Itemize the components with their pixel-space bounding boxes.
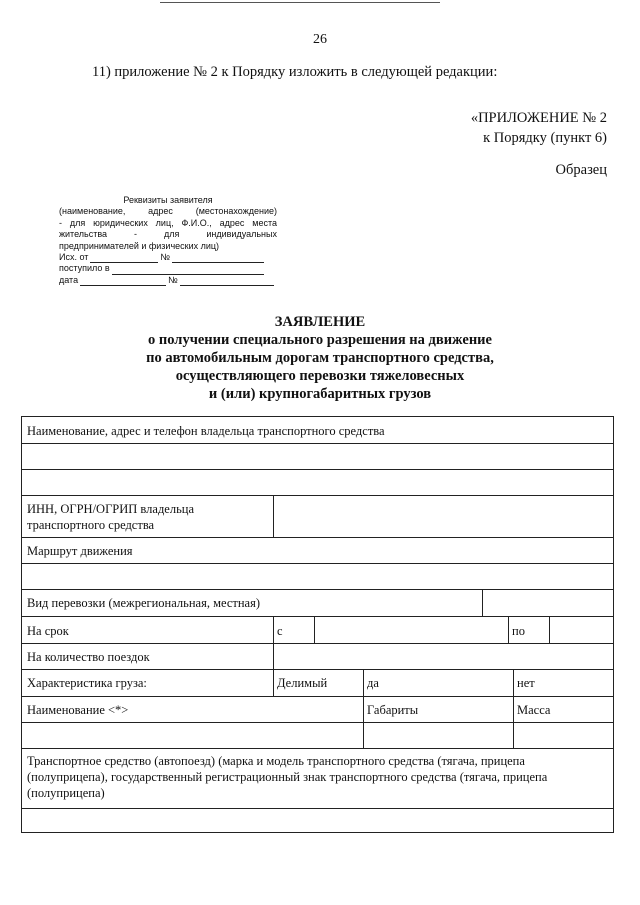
vehicle-label: Транспортное средство (автопоезд) (марка и модель транспортного средства (тягача, прицепа (полуприцепа), государственный регистрационный знак транспортного средства (тягача, прицепа (полуприцепа) (27, 754, 548, 800)
col-divider (482, 589, 483, 616)
row-divider (22, 443, 613, 444)
period-from-label: с (277, 624, 283, 638)
applicant-title: Реквизиты заявителя (123, 195, 213, 205)
heading-line-2: о получении специального разрешения на движение (148, 332, 492, 348)
row-divider (22, 469, 613, 470)
appendix-reference (471, 108, 607, 148)
received-field[interactable] (112, 265, 264, 275)
col-divider (273, 643, 274, 669)
divisible-yes-label: да (367, 676, 379, 690)
heading-line-5: и (или) крупногабаритных грузов (208, 386, 432, 402)
divisible-label: Делимый (277, 676, 328, 690)
row-divider (22, 748, 613, 749)
col-divider (273, 616, 274, 643)
cargo-name-label: Наименование <*> (27, 703, 129, 717)
col-divider (273, 669, 274, 696)
applicant-line-3: жительства - для индивидуальных (59, 229, 277, 240)
col-divider (513, 669, 514, 748)
row-divider (22, 669, 613, 670)
trips-label: На количество поездок (27, 650, 150, 664)
transport-type-label: Вид перевозки (межрегиональная, местная) (27, 596, 261, 610)
period-to-label: по (512, 624, 525, 638)
date-field[interactable] (80, 276, 166, 286)
date-label: дата (59, 274, 79, 285)
row-divider (22, 537, 613, 538)
applicant-line-2: - для юридических лиц, Ф.И.О., адрес места (59, 217, 277, 228)
heading-line-4: осуществляющего перевозки тяжеловесных (175, 368, 465, 384)
date-number-field[interactable] (180, 276, 274, 286)
applicant-line-1: (наименование, адрес (местонахождение) (59, 206, 277, 217)
dimensions-label: Габариты (367, 703, 419, 717)
sample-label: Образец (555, 162, 607, 178)
col-divider (508, 616, 509, 643)
row-divider (22, 722, 613, 723)
divisible-no-label: нет (517, 676, 535, 690)
heading-line-3: по автомобильным дорогам транспортного средства, (146, 350, 494, 366)
row-divider (22, 563, 613, 564)
top-rule (160, 2, 440, 3)
col-divider (314, 616, 315, 643)
col-divider (363, 669, 364, 748)
document-heading (0, 313, 640, 403)
row-divider (22, 808, 613, 809)
period-label: На срок (27, 624, 69, 638)
outgoing-no-label: № (160, 252, 171, 263)
received-line (59, 263, 277, 274)
outgoing-date-field[interactable] (90, 253, 158, 263)
appendix-line-2: к Порядку (пункт 6) (483, 130, 607, 146)
outgoing-number-field[interactable] (172, 253, 264, 263)
row-divider (22, 495, 613, 496)
row-divider (22, 589, 613, 590)
outgoing-number-line (59, 252, 277, 263)
amendment-instruction: 11) приложение № 2 к Порядку изложить в следующей редакции: (92, 64, 498, 80)
page-number: 26 (313, 32, 327, 47)
route-label: Маршрут движения (27, 544, 133, 558)
row-divider (22, 696, 613, 697)
mass-label: Масса (517, 703, 551, 717)
col-divider (549, 616, 550, 643)
received-label: поступило в (59, 263, 110, 274)
owner-label: Наименование, адрес и телефон владельца транспортного средства (27, 424, 385, 438)
application-form-table (21, 416, 614, 833)
applicant-line-4: предпринимателей и физических лиц) (59, 240, 220, 251)
outgoing-label: Исх. от (59, 252, 89, 263)
heading-line-1: ЗАЯВЛЕНИЕ (274, 314, 366, 330)
appendix-line-1: «ПРИЛОЖЕНИЕ № 2 (470, 110, 607, 126)
applicant-details (59, 195, 277, 286)
row-divider (22, 616, 613, 617)
col-divider (273, 495, 274, 537)
cargo-label: Характеристика груза: (27, 676, 147, 690)
inn-label: ИНН, ОГРН/ОГРИП владельца транспортного средства (27, 502, 195, 532)
date-no-label: № (168, 274, 178, 285)
date-line (59, 275, 277, 286)
row-divider (22, 643, 613, 644)
